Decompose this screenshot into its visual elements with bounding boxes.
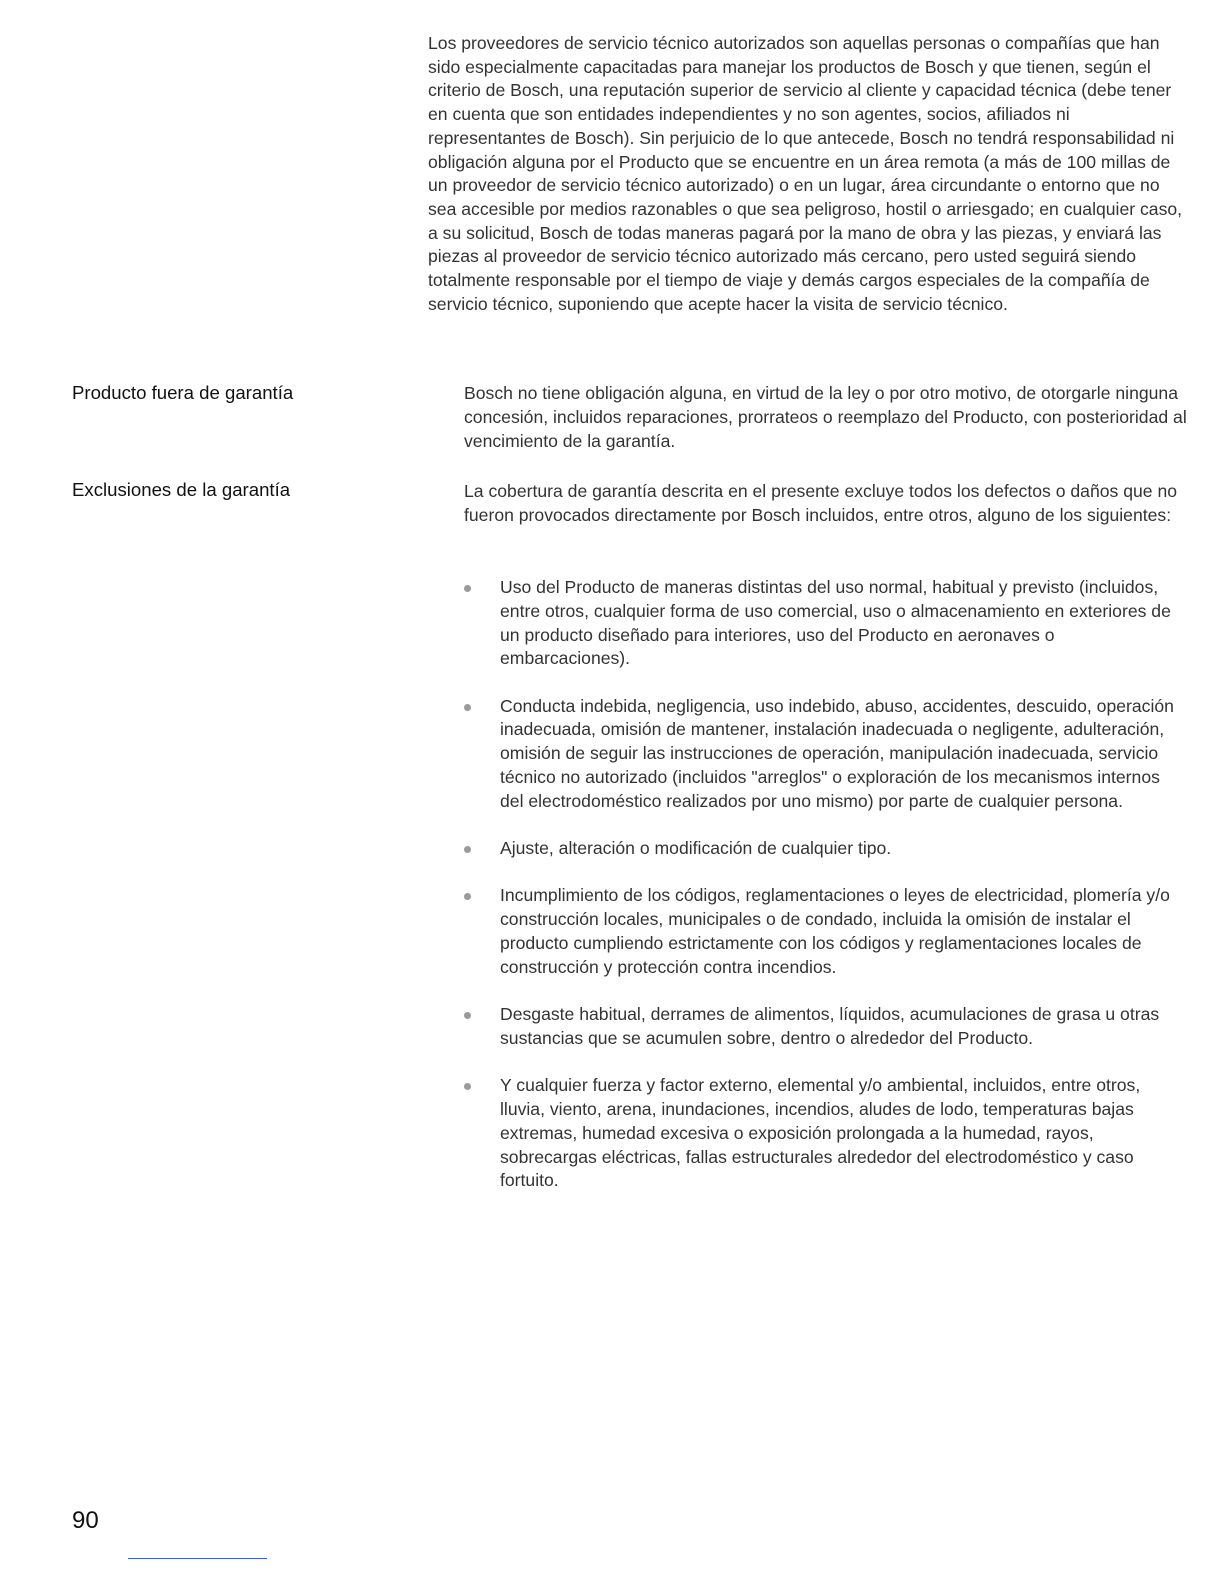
exclusion-item: [464, 695, 1188, 814]
bullet-icon: [464, 585, 471, 592]
bullet-icon: [464, 1012, 471, 1019]
exclusions-text: La cobertura de garantía descrita en el presente excluye todos los defectos o daños que no fueron provocados directamente por Bosch incluidos, entre otros, alguno de los siguientes:: [464, 481, 1178, 525]
bullet-icon: [464, 846, 471, 853]
bullet-icon: [464, 893, 471, 900]
out-of-warranty-text: Bosch no tiene obligación alguna, en virtud de la ley o por otro motivo, de otorgarle ninguna concesión, incluidos reparaciones, prorrateos o reemplazo del Producto, con posterioridad al vencimiento de la garantía.: [464, 383, 1187, 451]
bullet-icon: [464, 1083, 471, 1090]
page-number: 90: [72, 1507, 99, 1534]
exclusion-item-text: Ajuste, alteración o modificación de cualquier tipo.: [500, 838, 892, 859]
exclusion-item: [464, 1003, 1188, 1051]
footer-rule: [128, 1558, 267, 1559]
exclusion-item-text: Incumplimiento de los códigos, reglamentaciones o leyes de electricidad, plomería y/o construcción locales, municipales o de condado, incluida la omisión de instalar el producto cumpliendo estrictamente con los códigos y reglamentaciones locales de construcción y protección contra incendios.: [500, 885, 1170, 977]
exclusion-item-text: Conducta indebida, negligencia, uso indebido, abuso, accidentes, descuido, operación inadecuada, omisión de mantener, instalación inadecuada o negligente, adulteración, omisión de seguir las instrucciones de operación, manipulación inadecuada, servicio técnico no autorizado (incluidos "arreglos" o exploración de los mecanismos internos del electrodoméstico realizados por uno mismo) por parte de cualquier persona.: [500, 695, 1174, 811]
exclusion-item-text: Uso del Producto de maneras distintas del uso normal, habitual y previsto (incluidos, entre otros, cualquier forma de uso comercial, uso o almacenamiento en exteriores de un producto diseñado para interiores, uso del Producto en aeronaves o embarcaciones).: [500, 577, 1171, 669]
exclusion-item: [464, 884, 1188, 979]
exclusions-list: [464, 576, 1188, 1217]
exclusion-item: [464, 576, 1188, 671]
exclusion-item: [464, 1074, 1188, 1193]
bullet-icon: [464, 704, 471, 711]
exclusion-item-text: Y cualquier fuerza y factor externo, elemental y/o ambiental, incluidos, entre otros, lluvia, viento, arena, inundaciones, incendios, aludes de lodo, temperaturas bajas extremas, humedad excesiva o exposición prolongada a la humedad, rayos, sobrecargas eléctricas, fallas estructurales alrededor del electrodoméstico y caso fortuito.: [500, 1075, 1141, 1191]
exclusion-item-text: Desgaste habitual, derrames de alimentos, líquidos, acumulaciones de grasa u otras sustancias que se acumulen sobre, dentro o alrededor del Producto.: [500, 1004, 1160, 1048]
intro-paragraph: Los proveedores de servicio técnico autorizados son aquellas personas o compañías que han sido especialmente capacitadas para manejar los productos de Bosch y que tienen, según el criterio de Bosch, una reputación superior de servicio al cliente y capacidad técnica (debe tener en cuenta que son entidades independientes y no son agentes, socios, afiliados ni representantes de Bosch). Sin perjuicio de lo que antecede, Bosch no tendrá responsabilidad ni obligación alguna por el Producto que se encuentre en un área remota (a más de 100 millas de un proveedor de servicio técnico autorizado) o en un lugar, área circundante o entorno que no sea accesible por medios razonables o que sea peligroso, hostil o arriesgado; en cualquier caso, a su solicitud, Bosch de todas maneras pagará por la mano de obra y las piezas, y enviará las piezas al proveedor de servicio técnico autorizado más cercano, pero usted seguirá siendo totalmente responsable por el tiempo de viaje y demás cargos especiales de la compañía de servicio técnico, suponiendo que acepte hacer la visita de servicio técnico.: [428, 33, 1183, 314]
heading-exclusions: Exclusiones de la garantía: [72, 479, 291, 500]
heading-out-of-warranty: Producto fuera de garantía: [72, 382, 294, 403]
exclusion-item: [464, 837, 1188, 861]
